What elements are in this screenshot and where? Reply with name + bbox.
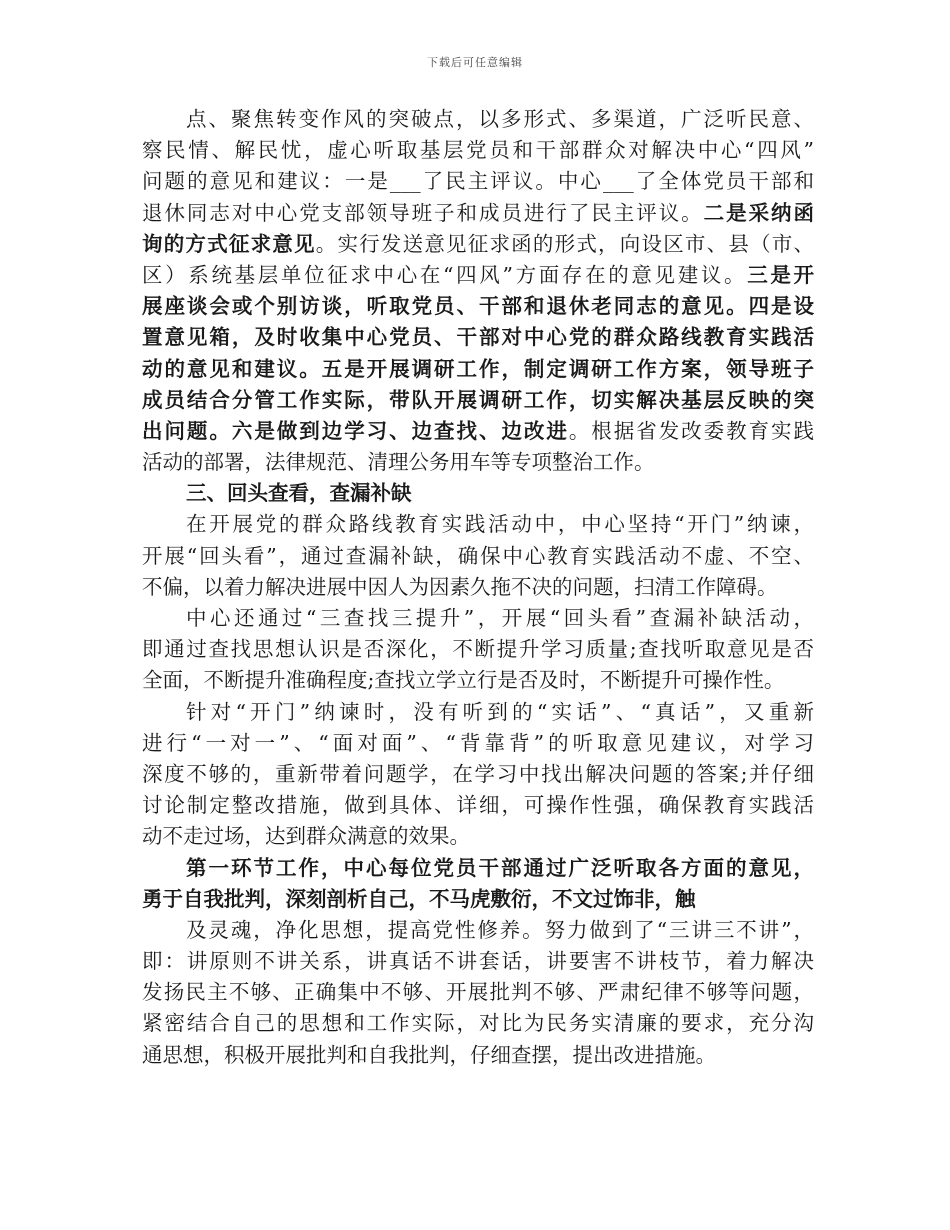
text-segment: 发扬民主不够、正确集中不够、开展批判不够、严肃纪律不够等问题， <box>142 980 814 1005</box>
text-line <box>142 603 814 634</box>
text-line <box>142 166 814 197</box>
text-segment: 深度不够的，重新带着问题学，在学习中找出解决问题的答案;并仔细 <box>142 761 814 786</box>
bold-text-segment: 成员结合分管工作实际，带队开展调研工作，切实解决基层反映的突 <box>142 387 814 412</box>
text-segment: 不偏，以着力解决进展中因人为因素久拖不决的问题，扫清工作障碍。 <box>142 574 778 599</box>
text-line <box>142 634 814 665</box>
text-segment: 中心还通过“三查找三提升”，开展“回头看”查漏补缺活动， <box>186 606 814 630</box>
text-line <box>142 104 814 135</box>
bold-text-segment: 置意见箱，及时收集中心党员、干部对中心党的群众路线教育实践活 <box>142 325 814 350</box>
text-segment: 讨论制定整改措施，做到具体、详细，可操作性强，确保教育实践活 <box>142 793 814 818</box>
text-line <box>142 728 814 759</box>
text-line <box>142 385 814 416</box>
text-line <box>142 541 814 572</box>
text-line <box>142 977 814 1008</box>
text-line <box>142 354 814 385</box>
bold-text-segment: 展座谈会或个别访谈，听取党员、干部和退休老同志的意见。四是设 <box>142 294 814 319</box>
text-line <box>142 853 814 884</box>
text-line <box>142 229 814 260</box>
text-segment: 动不走过场，达到群众满意的效果。 <box>142 824 470 849</box>
text-segment: 活动的部署，法律规范、清理公务用车等专项整治工作。 <box>142 450 655 475</box>
text-line <box>142 198 814 229</box>
text-segment: 即：讲原则不讲关系，讲真话不讲套话，讲要害不讲枝节，着力解决 <box>142 949 814 974</box>
text-segment: 进行“一对一”、“面对面”、“背靠背”的听取意见建议，对学习 <box>142 730 814 755</box>
text-line <box>142 790 814 821</box>
text-line <box>142 322 814 353</box>
text-line <box>142 665 814 696</box>
text-segment: 察民情、解民忧，虚心听取基层党员和干部群众对解决中心“四风” <box>142 138 814 163</box>
text-line <box>142 915 814 946</box>
text-segment: 问题的意见和建议：一是___了民主评议。中心___了全体党员干部和 <box>142 169 814 194</box>
text-segment: 退休同志对中心党支部领导班子和成员进行了民主评议。 <box>142 200 704 225</box>
bold-text-segment: 询的方式征求意见 <box>142 231 316 256</box>
text-line <box>142 416 814 447</box>
text-segment: 即通过查找思想认识是否深化，不断提升学习质量;查找听取意见是否 <box>142 637 814 662</box>
text-segment: 全面，不断提升准确程度;查找立学立行是否及时，不断提升可操作性。 <box>142 668 785 693</box>
bold-text-segment: 勇于自我批判，深刻剖析自己，不马虎敷衍，不文过饰非，触 <box>142 886 696 911</box>
text-line <box>142 478 814 509</box>
text-line <box>142 509 814 540</box>
text-segment: 通思想，积极开展批判和自我批判，仔细查摆，提出改进措施。 <box>142 1042 716 1067</box>
text-segment: 区）系统基层单位征求中心在“四风”方面存在的意见建议。 <box>142 262 748 287</box>
text-segment: 在开展党的群众路线教育实践活动中，中心坚持“开门”纳谏， <box>186 512 814 537</box>
text-line <box>142 884 814 915</box>
text-line <box>142 697 814 728</box>
text-line <box>142 135 814 166</box>
text-line <box>142 260 814 291</box>
bold-text-segment: 二是采纳函 <box>703 200 815 225</box>
text-line <box>142 291 814 322</box>
text-segment: 。根据省发改委教育实践 <box>568 418 814 443</box>
document-body <box>142 104 814 1071</box>
text-segment: 。实行发送意见征求函的形式，向设区市、县（市、 <box>315 231 814 256</box>
text-line <box>142 572 814 603</box>
bold-text-segment: 三是开 <box>747 262 814 287</box>
text-line <box>142 821 814 852</box>
text-segment: 及灵魂，净化思想，提高党性修养。努力做到了“三讲三不讲”， <box>186 917 814 942</box>
text-line <box>142 447 814 478</box>
text-line <box>142 759 814 790</box>
text-line <box>142 1040 814 1071</box>
page-header: 下载后可任意编辑 <box>427 56 523 69</box>
bold-text-segment: 第一环节工作，中心每位党员干部通过广泛听取各方面的意见， <box>186 855 814 880</box>
text-segment: 点、聚焦转变作风的突破点，以多形式、多渠道，广泛听民意、 <box>186 107 814 131</box>
text-line <box>142 1008 814 1039</box>
bold-text-segment: 出问题。六是做到边学习、边查找、边改进 <box>142 418 569 443</box>
text-line <box>142 946 814 977</box>
text-segment: 紧密结合自己的思想和工作实际，对比为民务实清廉的要求，充分沟 <box>142 1011 814 1036</box>
text-segment: 针对“开门”纳谏时，没有听到的“实话”、“真话”，又重新 <box>186 699 814 724</box>
bold-text-segment: 三、回头查看，查漏补缺 <box>186 481 412 506</box>
bold-text-segment: 动的意见和建议。五是开展调研工作，制定调研工作方案，领导班子 <box>142 356 814 381</box>
text-segment: 开展“回头看”，通过查漏补缺，确保中心教育实践活动不虚、不空、 <box>142 543 814 568</box>
